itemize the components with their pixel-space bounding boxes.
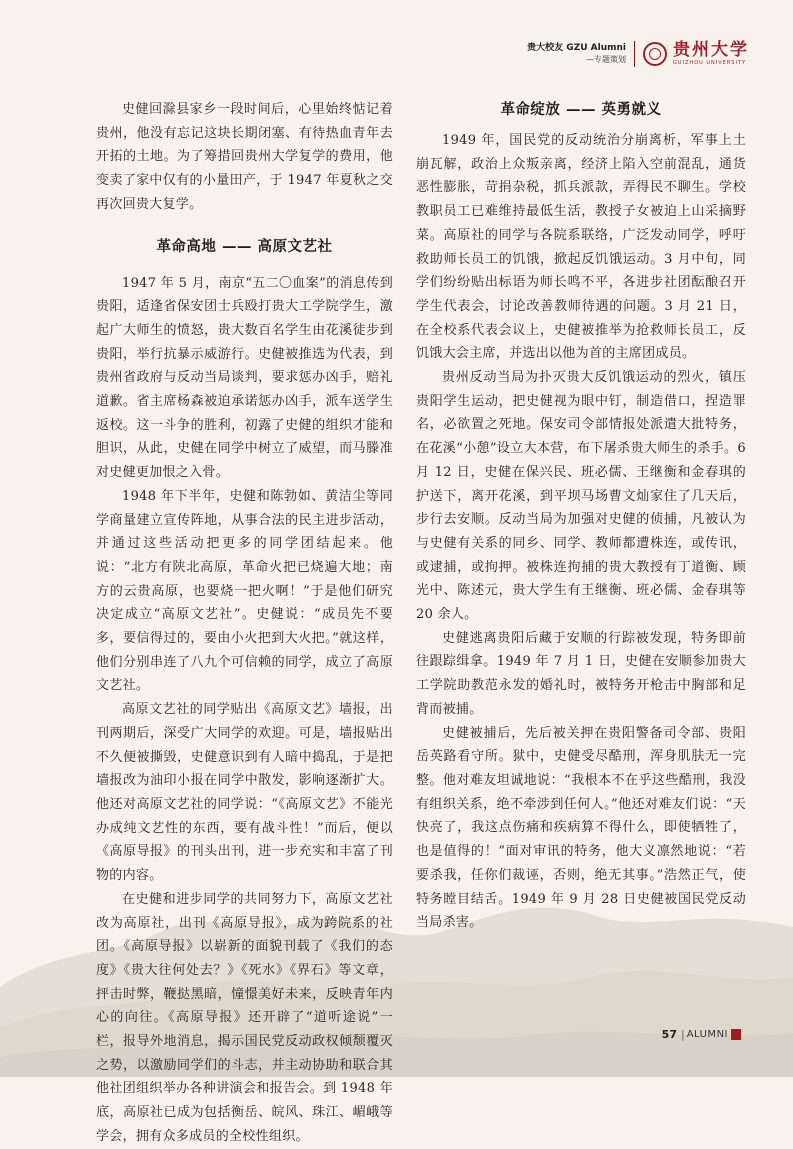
intro-paragraph: 史健回滁县家乡一段时间后，心里始终惦记着贵州，他没有忘记这块长期闭塞、有待热血青年去开拓的土地。为了筹措回贵州大学复学的费用，他变卖了家中仅有的小量田产，于 1947 年夏秋之交再次回贵大复学。 <box>96 102 393 212</box>
page-footer <box>662 1028 741 1041</box>
university-logo <box>673 40 749 67</box>
body-paragraph: 高原文艺社的同学贴出《高原文艺》墙报，出刊两期后，深受广大同学的欢迎。可是，墙报贴出不久便被撕毁，史健意识到有人暗中捣乱，于是把墙报改为油印小报在同学中散发，影响逐渐扩大。他还对高原文艺社的同学说：“《高原文艺》不能光办成纯文艺性的东西，要有战斗性！”而后，便以《高原导报》的刊头出刊，进一步充实和丰富了刊物的内容。 <box>96 702 393 884</box>
university-name: 贵州大学 <box>673 40 749 60</box>
page-header <box>527 40 749 67</box>
header-divider <box>634 41 635 67</box>
university-seal-icon <box>643 42 667 66</box>
header-title: 贵大校友 GZU Alumni <box>527 43 626 53</box>
footer-accent-bar <box>731 1029 741 1040</box>
body-paragraph: 贵州反动当局为扑灭贵大反饥饿运动的烈火，镇压贵阳学生运动，把史健视为眼中钉，制造借口，捏造罪名，必欲置之死地。保安司令部情报处派遣大批特务，在花溪“小憩”设立大本营，布下屠杀贵大师生的杀手。6 月 12 日，史健在保兴民、班必儒、王继衡和金春琪的护送下，离开花溪，到平坝马场曹文灿家住了几天后，步行去安顺。反动当局为加强对史健的侦捕，凡被认为与史健有关系的同乡、同学、教师都遭株连，或传讯，或逮捕，或拘押。被株连拘捕的贵大教授有丁道衡、顾光中、陈述元，贵大学生有王继衡、班必儒、金春琪等 20 余人。 <box>416 370 746 623</box>
body-paragraph: 史健被捕后，先后被关押在贵阳警备司令部、贵阳岳英路看守所。狱中，史健受尽酷刑，浑身肌肤无一完整。他对难友坦诚地说：“我根本不在乎这些酷刑，我没有组织关系，绝不牵涉到任何人。”他还对难友们说：“天快亮了，我这点伤痛和疾病算不得什么，即使牺牲了，也是值得的！”面对审讯的特务，他大义凛然地说：“若要杀我，任你们裁诬，否则，绝无其事。”浩然正气，使特务瞠目结舌。1949 年 9 月 28 日史健被国民党反动当局杀害。 <box>416 725 746 931</box>
header-subtitle: —专题策划 <box>586 55 626 64</box>
left-column <box>96 98 393 1149</box>
body-paragraph: 1948 年下半年，史健和陈勃如、黄洁尘等同学商量建立宣传阵地，从事合法的民主进步活动，并通过这些活动把更多的同学团结起来。他说：“北方有陕北高原，革命火把已烧遍大地；南方的云贵高原，也要烧一把火啊！”于是他们研究决定成立“高原文艺社”。史健说：“成员先不要多，要信得过的，要由小火把到大火把。”就这样，他们分别串连了八九个可信赖的同学，成立了高原文艺社。 <box>96 488 393 694</box>
body-paragraph: 史健逃离贵阳后藏于安顺的行踪被发现，特务即前往跟踪缉拿。1949 年 7 月 1 日，史健在安顺参加贵大工学院助教范永发的婚礼时，被特务开枪击中胸部和足背而被捕。 <box>416 630 746 717</box>
footer-label: ALUMNI <box>686 1029 728 1040</box>
right-column <box>416 98 746 935</box>
body-paragraph: 1947 年 5 月，南京“五二〇血案”的消息传到贵阳，适逢省保安团士兵殴打贵大工学院学生，激起广大师生的愤怒，贵大数百名学生由花溪徒步到贵阳，举行抗暴示威游行。史健被推选为代表，到贵州省政府与反动当局谈判，要求惩办凶手，赔礼道歉。省主席杨森被迫承诺惩办凶手，派车送学生返校。这一斗争的胜利，初露了史健的组织才能和胆识，从此，史健在同学中树立了威望，而马滕准对史健更加恨之入骨。 <box>96 275 393 481</box>
body-paragraph: 1949 年，国民党的反动统治分崩离析，军事上土崩瓦解，政治上众叛亲离，经济上陷入空前混乱，通货恶性膨胀，苛捐杂税，抓兵派款，弄得民不聊生。学校教职员工已难维持最低生活，教授子女被迫上山采摘野菜。高原社的同学与各院系联络，广泛发动同学，呼吁救助师长员工的饥饿，掀起反饥饿运动。3 月中旬，同学们纷纷贴出标语为师长鸣不平，各进步社团酝酿召开学生代表会，讨论改善教师待遇的问题。3 月 21 日，在全校系代表会议上，史健被推举为抢救师长员工，反饥饿大会主席，并选出以他为首的主席团成员。 <box>416 133 746 362</box>
footer-separator: | <box>680 1028 685 1041</box>
section-heading-revolution-bloom: 革命绽放 —— 英勇就义 <box>500 101 662 118</box>
page-number: 57 <box>661 1028 677 1041</box>
university-name-en: GUIZHOU UNIVERSITY <box>673 60 747 66</box>
header-text <box>527 42 626 65</box>
section-heading-revolution-highland: 革命高地 —— 高原文艺社 <box>156 237 333 255</box>
body-paragraph: 在史健和进步同学的共同努力下，高原文艺社改为高原社，出刊《高原导报》，成为跨院系的社团。《高原导报》以崭新的面貌刊载了《我们的态度》《贵大往何处去？》《死水》《界石》等文章，抨击时弊，鞭挞黑暗，憧憬美好未来，反映青年内心的向往。《高原导报》还开辟了“道听途说”一栏，报导外地消息，揭示国民党反动政权倾颓覆灭之势，以激励同学们的斗志，并主动协助和联合其他社团组织举办各种讲演会和报告会。到 1948 年底，高原社已成为包括衡岳、皖风、珠江、嵋峨等学会，拥有众多成员的全校性组织。 <box>96 891 393 1144</box>
